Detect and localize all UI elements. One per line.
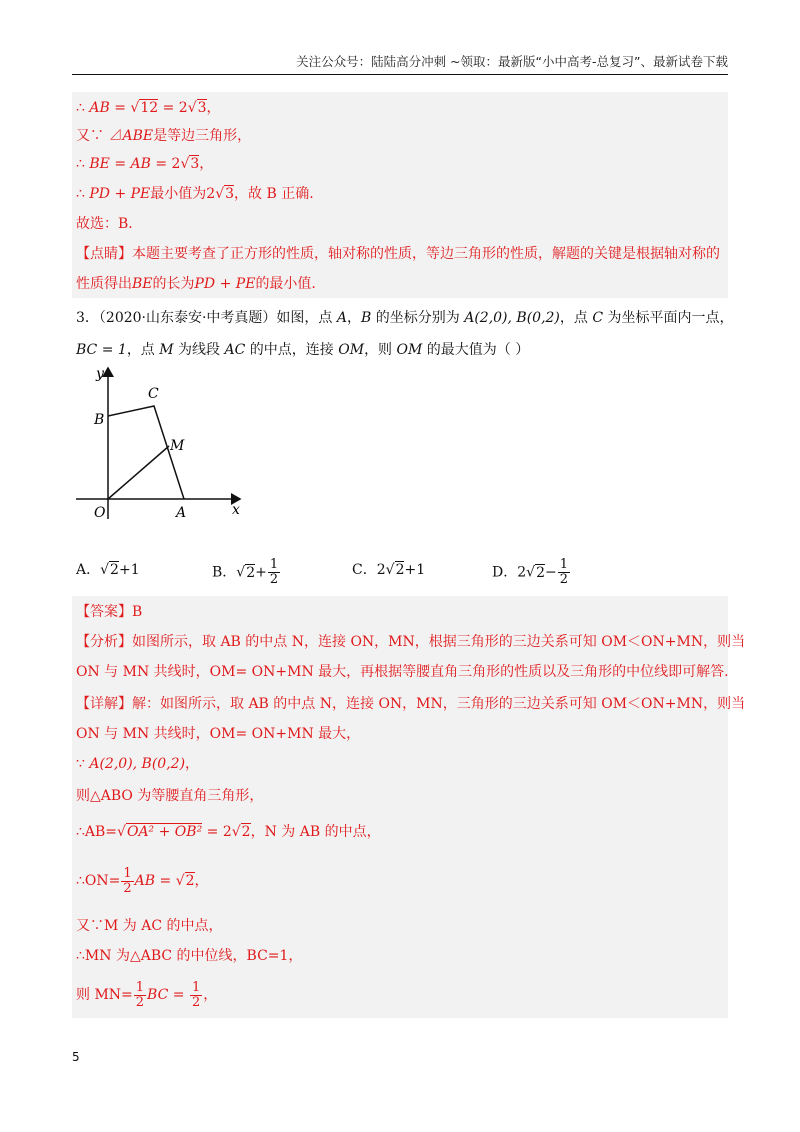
label-c: C (148, 386, 159, 402)
label-m: M (170, 438, 185, 454)
label-y: y (96, 366, 104, 382)
analysis-line-2: ON 与 MN 共线时，OM= ON+MN 最大，再根据等腰直角三角形的性质以及三角形的中位线即可解答. (76, 664, 729, 680)
step-mn: 则 MN= $\frac{1}{2}$ BC = $\frac{1}{2}$ ， (76, 979, 218, 1010)
choice-c: C．2√2+1 (352, 562, 426, 578)
analysis-line-1: 【分析】如图所示，取 AB 的中点 N，连接 ON，MN，根据三角形的三边关系可知 OM＜ON+MN，则当 (76, 634, 746, 650)
comment-line-1: 【点睛】本题主要考查了正方形的性质，轴对称的性质，等边三角形的性质，解题的关键是根据轴对称的 (76, 246, 720, 262)
step-ab: ∴ AB = √12 = 2√3， (76, 100, 221, 116)
step-coords: ∵ A(2,0), B(0,2)， (76, 756, 200, 772)
step-min: ∴ PD + PE最小值为2√3，故 B 正确. (76, 186, 314, 202)
label-x: x (232, 502, 240, 518)
choice-b: B．√2+ $\frac{1}{2}$ (212, 557, 279, 587)
label-b: B (94, 412, 105, 428)
answer-line: 【答案】B (76, 604, 143, 620)
comment-line-2: 性质得出BE的长为PD + PE的最小值. (76, 276, 316, 292)
step-on: ∴ON= $\frac{1}{2}$ AB = √2， (76, 865, 209, 896)
label-a: A (176, 505, 187, 521)
choice-d: D．2√2− $\frac{1}{2}$ (492, 557, 569, 587)
detail-line-2: ON 与 MN 共线时，OM= ON+MN 最大， (76, 726, 361, 742)
page-number: 5 (72, 1050, 80, 1064)
choice-a: A．√2+1 (76, 562, 140, 578)
step-midline: ∴MN 为△ABC 的中位线，BC=1， (76, 948, 303, 964)
question-line-2: BC = 1，点 M 为线段 AC 的中点，连接 OM，则 OM 的最大值为（ ） (76, 342, 530, 358)
segment-om (108, 446, 169, 499)
step-ab-length: ∴AB=√OA² + OB² = 2√2，N 为 AB 的中点， (76, 824, 381, 840)
question-line-1: 3．（2020·山东泰安·中考真题）如图，点 A，B 的坐标分别为 A(2,0), B(0,2)，点 C 为坐标平面内一点， (76, 310, 734, 326)
detail-line-1: 【详解】解：如图所示，取 AB 的中点 N，连接 ON，MN，三角形的三边关系可知 OM＜ON+MN，则当 (76, 696, 746, 712)
step-isosceles: 则△ABO 为等腰直角三角形， (76, 788, 264, 804)
step-midpoint: 又∵M 为 AC 的中点， (76, 918, 223, 934)
label-o: O (94, 505, 106, 521)
page-header: 关注公众号：陆陆高分冲刺 ~领取：最新版“小中高考-总复习”、最新试卷下载 (72, 52, 728, 75)
step-equilateral: 又∵ ⊿ABE是等边三角形， (76, 128, 252, 144)
choose-b: 故选：B. (76, 216, 133, 232)
coordinate-figure (70, 362, 270, 522)
step-be: ∴ BE = AB = 2√3， (76, 156, 214, 172)
